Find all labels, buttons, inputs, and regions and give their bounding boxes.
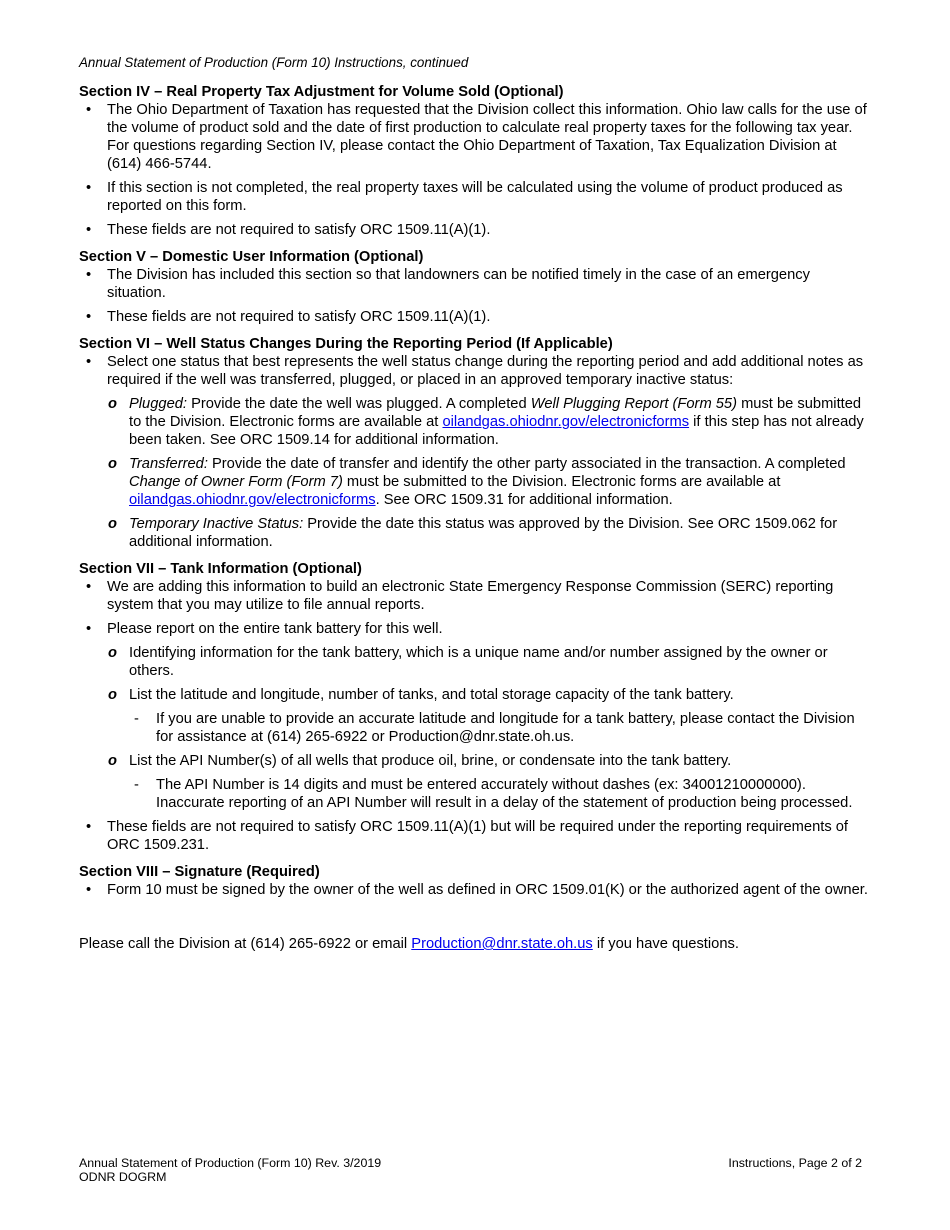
list-item [107,752,871,812]
transferred-text-2: must be submitted to the Division. Electronic forms are available at [342,474,781,490]
electronic-forms-link[interactable]: oilandgas.ohiodnr.gov/electronicforms [129,492,376,508]
electronic-forms-link[interactable]: oilandgas.ohiodnr.gov/electronicforms [442,414,690,430]
list-item: • These fields are not required to satisfy ORC 1509.11(A)(1). [79,308,871,326]
tank-battery-sublist [107,644,871,812]
closing-note [79,935,871,953]
section-vi-heading: Section VI – Well Status Changes During the Reporting Period (If Applicable) [79,336,613,352]
api-number-detail [129,776,871,812]
form-55-title: Well Plugging Report (Form 55) [530,396,737,412]
section-vii-heading: Section VII – Tank Information (Optional) [79,561,362,577]
section-viii-heading: Section VIII – Signature (Required) [79,864,320,880]
plugged-text-2: must be submitted to the Division. Electronic forms are available at [129,396,862,430]
lat-long-text: List the latitude and longitude, number of tanks, and total storage capacity of the tank battery. [129,687,734,703]
section-v-list [79,266,871,326]
section-iv-list [79,101,871,239]
transferred-label: Transferred: [129,456,208,472]
plugged-label: Plugged: [129,396,187,412]
list-item: - The API Number is 14 digits and must be entered accurately without dashes (ex: 34001210000000). Inaccurate reporting of an API Number will result in a delay of the statement of production being processed. [129,776,871,812]
status-temporary-inactive [107,515,871,551]
section-vi-list [79,353,871,551]
footer-agency: ODNR DOGRM [79,1170,167,1184]
email-link[interactable]: Production@dnr.state.oh.us [411,936,593,952]
list-item: • If this section is not completed, the real property taxes will be calculated using the volume of product produced as reported on this form. [79,179,871,215]
list-item [107,686,871,746]
list-item: - If you are unable to provide an accurate latitude and longitude for a tank battery, please contact the Division for assistance at (614) 265-6922 or Production@dnr.state.oh.us. [129,710,871,746]
section-vii-list [79,578,871,854]
section-v-heading: Section V – Domestic User Information (Optional) [79,249,424,265]
status-plugged [107,395,871,449]
document-page [79,54,871,953]
running-title: Annual Statement of Production (Form 10) Instructions, continued [79,55,469,70]
inactive-text: Provide the date this status was approved by the Division. See ORC 1509.062 for additional information. [129,516,838,550]
closing-text-2: if you have questions. [592,936,739,952]
lat-long-detail [129,710,871,746]
inactive-label: Temporary Inactive Status: [129,516,304,532]
list-item: • Form 10 must be signed by the owner of the well as defined in ORC 1509.01(K) or the authorized agent of the owner. [79,881,871,899]
closing-text-1: Please call the Division at (614) 265-6922 or email [79,936,412,952]
plugged-text-1: Provide the date the well was plugged. A completed [186,396,531,412]
form-7-title: Change of Owner Form (Form 7) [129,474,343,490]
api-number-text: List the API Number(s) of all wells that produce oil, brine, or condensate into the tank battery. [129,753,732,769]
status-options [107,395,871,551]
footer-page-number: Instructions, Page 2 of 2 [728,1156,862,1170]
list-item [79,353,871,551]
tank-battery-intro: Please report on the entire tank battery for this well. [107,621,443,637]
status-transferred [107,455,871,509]
transferred-text-1: Provide the date of transfer and identify the other party associated in the transaction. A completed [207,456,846,472]
section-iv-heading: Section IV – Real Property Tax Adjustment for Volume Sold (Optional) [79,84,564,100]
transferred-text-3: . See ORC 1509.31 for additional information. [375,492,673,508]
list-item: • The Division has included this section so that landowners can be notified timely in the case of an emergency situation. [79,266,871,302]
list-item: o Identifying information for the tank battery, which is a unique name and/or number assigned by the owner or others. [107,644,871,680]
list-item [79,620,871,812]
list-item: • We are adding this information to build an electronic State Emergency Response Commission (SERC) reporting system that you may utilize to file annual reports. [79,578,871,614]
list-item: • These fields are not required to satisfy ORC 1509.11(A)(1). [79,221,871,239]
list-item: • These fields are not required to satisfy ORC 1509.11(A)(1) but will be required under the reporting requirements of ORC 1509.231. [79,818,871,854]
page-footer [79,1156,862,1184]
footer-form-revision: Annual Statement of Production (Form 10) Rev. 3/2019 [79,1156,382,1170]
section-viii-list [79,881,871,899]
list-item: • The Ohio Department of Taxation has requested that the Division collect this information. Ohio law calls for the use of the volume of product sold and the date of first production to calculate real property taxes for the following tax year. For questions regarding Section IV, please contact the Ohio Department of Taxation, Tax Equalization Division at (614) 466-5744. [79,101,871,173]
plugged-text-3: if this step has not already been taken. See ORC 1509.14 for additional information. [129,414,864,448]
status-intro: Select one status that best represents the well status change during the reporting period and add additional notes as required if the well was transferred, plugged, or placed in an approved temporary inactive status: [107,354,864,388]
